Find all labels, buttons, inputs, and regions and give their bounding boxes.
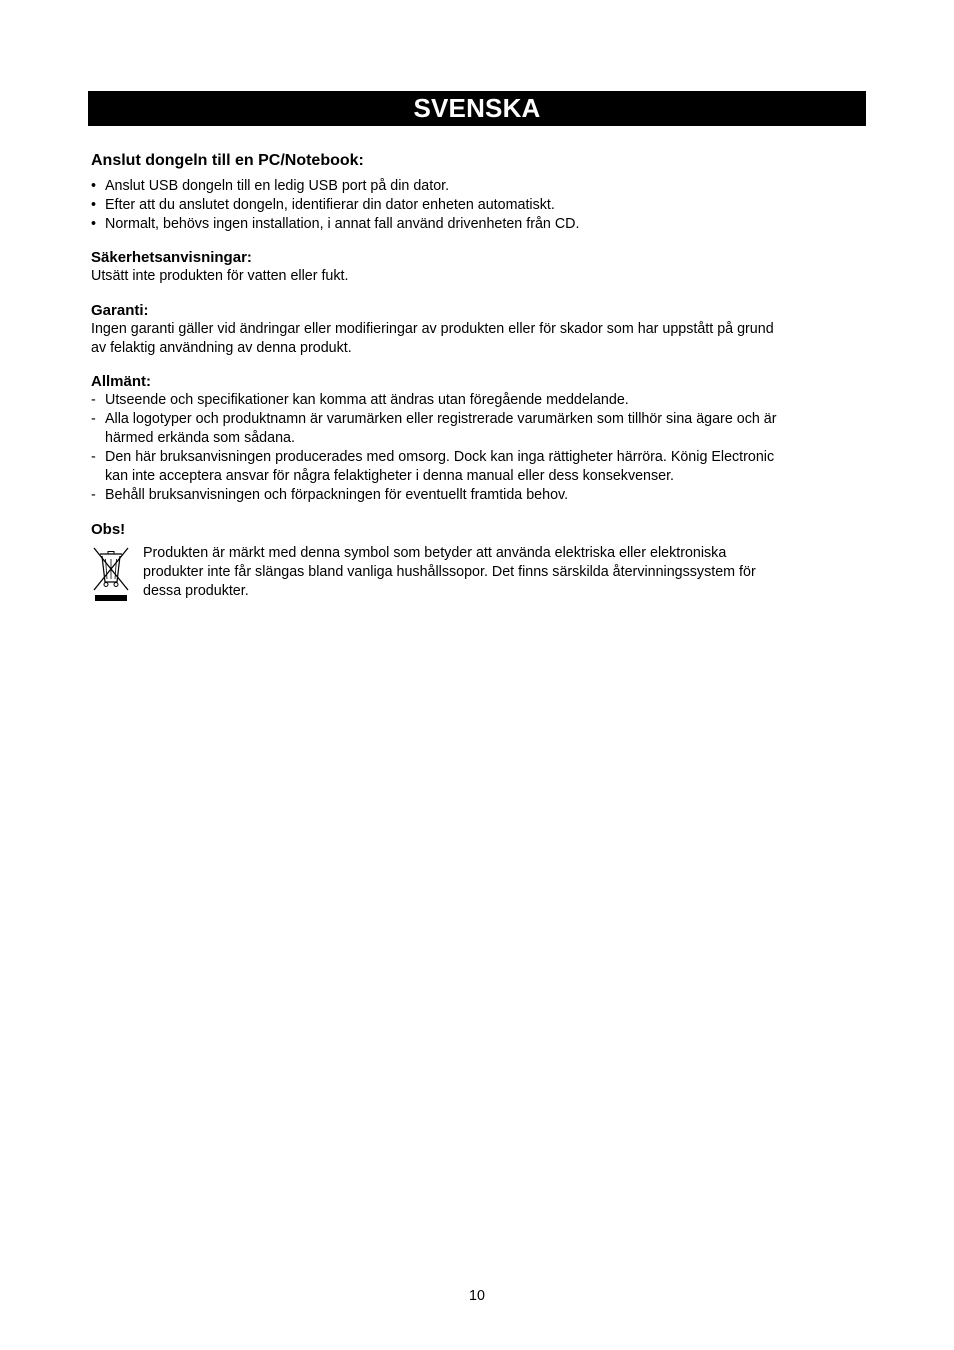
bullet-marker: • (91, 216, 97, 232)
general-heading: Allmänt: (91, 373, 151, 390)
dash-marker: - (91, 487, 96, 503)
weee-crossed-bin-icon (91, 545, 131, 603)
manual-content (91, 150, 861, 603)
list-item: - Alla logotyper och produktnamn är varumärken eller registrerade varumärken som tillhör sina ägare och är härmed erkända som sådana. (91, 411, 777, 446)
page-title: SVENSKA (413, 93, 541, 123)
dash-marker: - (91, 449, 96, 465)
language-banner (88, 91, 866, 126)
note-row (91, 544, 861, 603)
list-item: - Utseende och specifikationer kan komma att ändras utan föregående meddelande. (91, 392, 629, 408)
list-item: - Behåll bruksanvisningen och förpackningen för eventuellt framtida behov. (91, 487, 569, 503)
safety-text: Utsätt inte produkten för vatten eller fukt. (91, 268, 349, 284)
connect-list (91, 177, 861, 234)
safety-heading: Säkerhetsanvisningar: (91, 249, 252, 266)
list-item: • Efter att du anslutet dongeln, identifierar din dator enheten automatiskt. (91, 197, 555, 213)
note-text: Produkten är märkt med denna symbol som betyder att använda elektriska eller elektroniska produkter inte får slängas bland vanliga hushållssopor. Det finns särskilda återvinningssystem för dessa produkter. (143, 545, 756, 599)
warranty-heading: Garanti: (91, 302, 149, 319)
general-list (91, 391, 861, 505)
list-item: • Anslut USB dongeln till en ledig USB port på din dator. (91, 178, 450, 194)
list-item: - Den här bruksanvisningen producerades med omsorg. Dock kan inga rättigheter härröra. König Electronic kan inte acceptera ansvar för några felaktigheter i denna manual eller dess konsekvenser. (91, 449, 775, 484)
bullet-marker: • (91, 178, 97, 194)
dash-marker: - (91, 392, 96, 408)
bullet-marker: • (91, 197, 97, 213)
page-number: 10 (469, 1288, 485, 1304)
note-heading: Obs! (91, 521, 126, 538)
warranty-text: Ingen garanti gäller vid ändringar eller modifieringar av produkten eller för skador som har uppstått på grund av felaktig användning av denna produkt. (91, 321, 774, 356)
connect-heading: Anslut dongeln till en PC/Notebook: (91, 152, 364, 169)
dash-marker: - (91, 411, 96, 427)
list-item: • Normalt, behövs ingen installation, i annat fall använd drivenheten från CD. (91, 216, 580, 232)
